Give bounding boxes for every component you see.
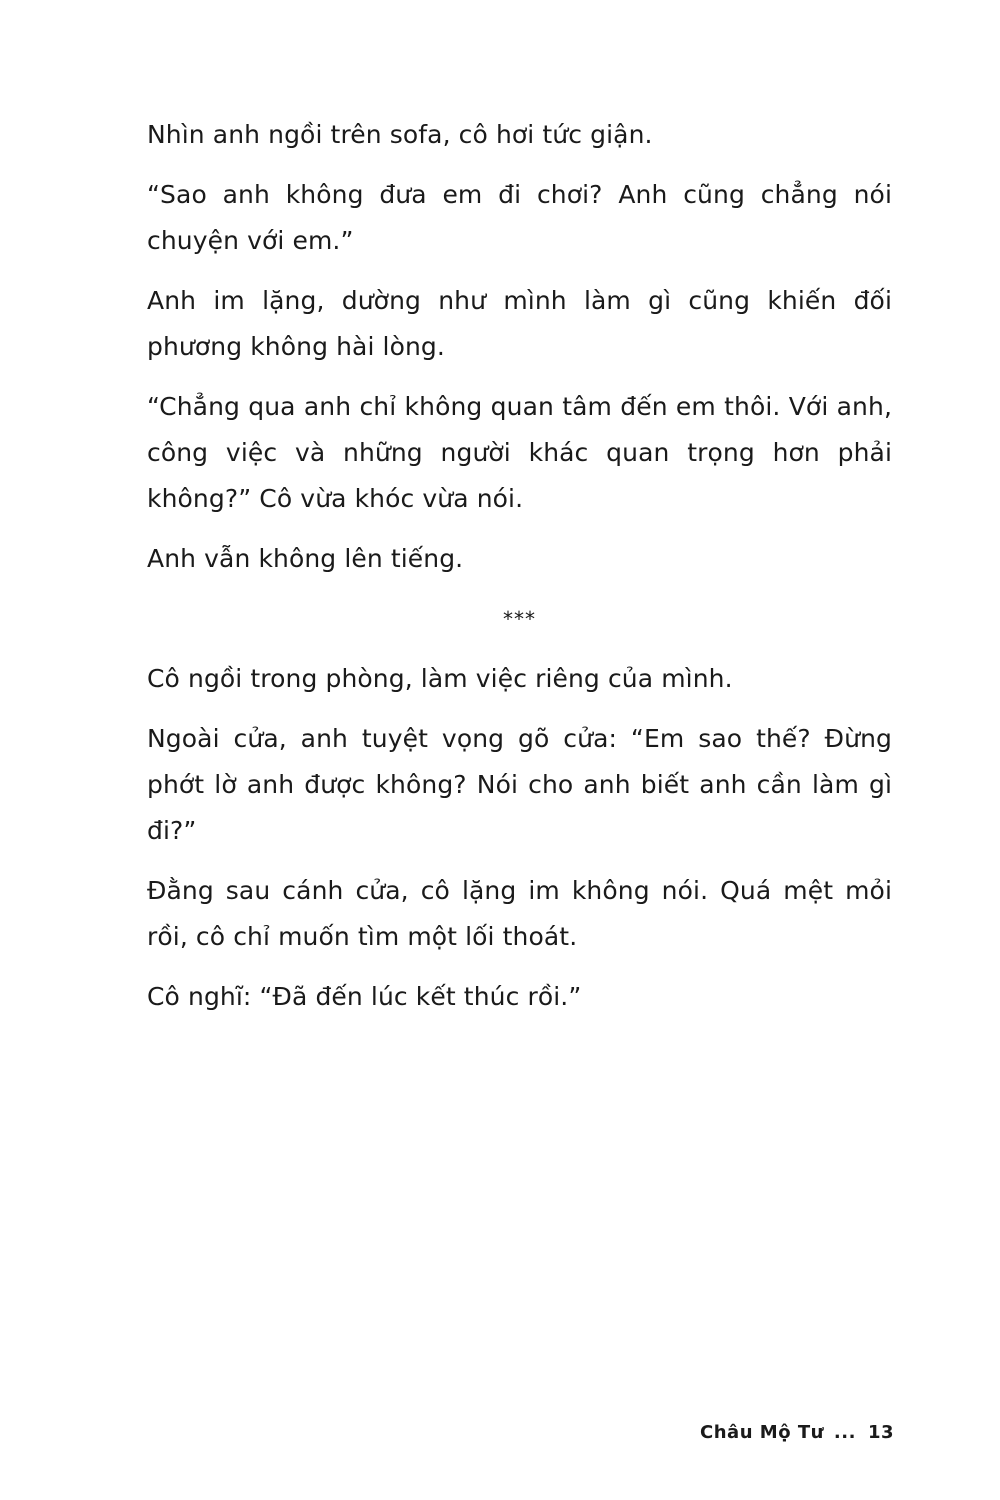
footer-dots: ... bbox=[833, 1422, 856, 1443]
footer-author: Châu Mộ Tư bbox=[700, 1422, 824, 1443]
paragraph: Anh vẫn không lên tiếng. bbox=[147, 544, 464, 573]
body-text bbox=[147, 112, 892, 1034]
section-separator: *** bbox=[503, 607, 536, 631]
paragraph: Cô nghĩ: “Đã đến lúc kết thúc rồi.” bbox=[147, 982, 582, 1011]
paragraph: Đằng sau cánh cửa, cô lặng im không nói. Quá mệt mỏi rồi, cô chỉ muốn tìm một lối thoát. bbox=[147, 876, 892, 951]
paragraph: Anh im lặng, dường như mình làm gì cũng khiến đối phương không hài lòng. bbox=[147, 286, 892, 361]
paragraph: “Sao anh không đưa em đi chơi? Anh cũng chẳng nói chuyện với em.” bbox=[147, 180, 892, 255]
paragraph: Ngoài cửa, anh tuyệt vọng gõ cửa: “Em sao thế? Đừng phớt lờ anh được không? Nói cho anh biết anh cần làm gì đi?” bbox=[147, 724, 892, 845]
paragraph: “Chẳng qua anh chỉ không quan tâm đến em thôi. Với anh, công việc và những người khác quan trọng hơn phải không?” Cô vừa khóc vừa nói. bbox=[147, 392, 892, 513]
paragraph: Cô ngồi trong phòng, làm việc riêng của mình. bbox=[147, 664, 733, 693]
page-number: 13 bbox=[867, 1422, 894, 1443]
page-footer bbox=[700, 1422, 894, 1443]
paragraph: Nhìn anh ngồi trên sofa, cô hơi tức giận. bbox=[147, 120, 653, 149]
